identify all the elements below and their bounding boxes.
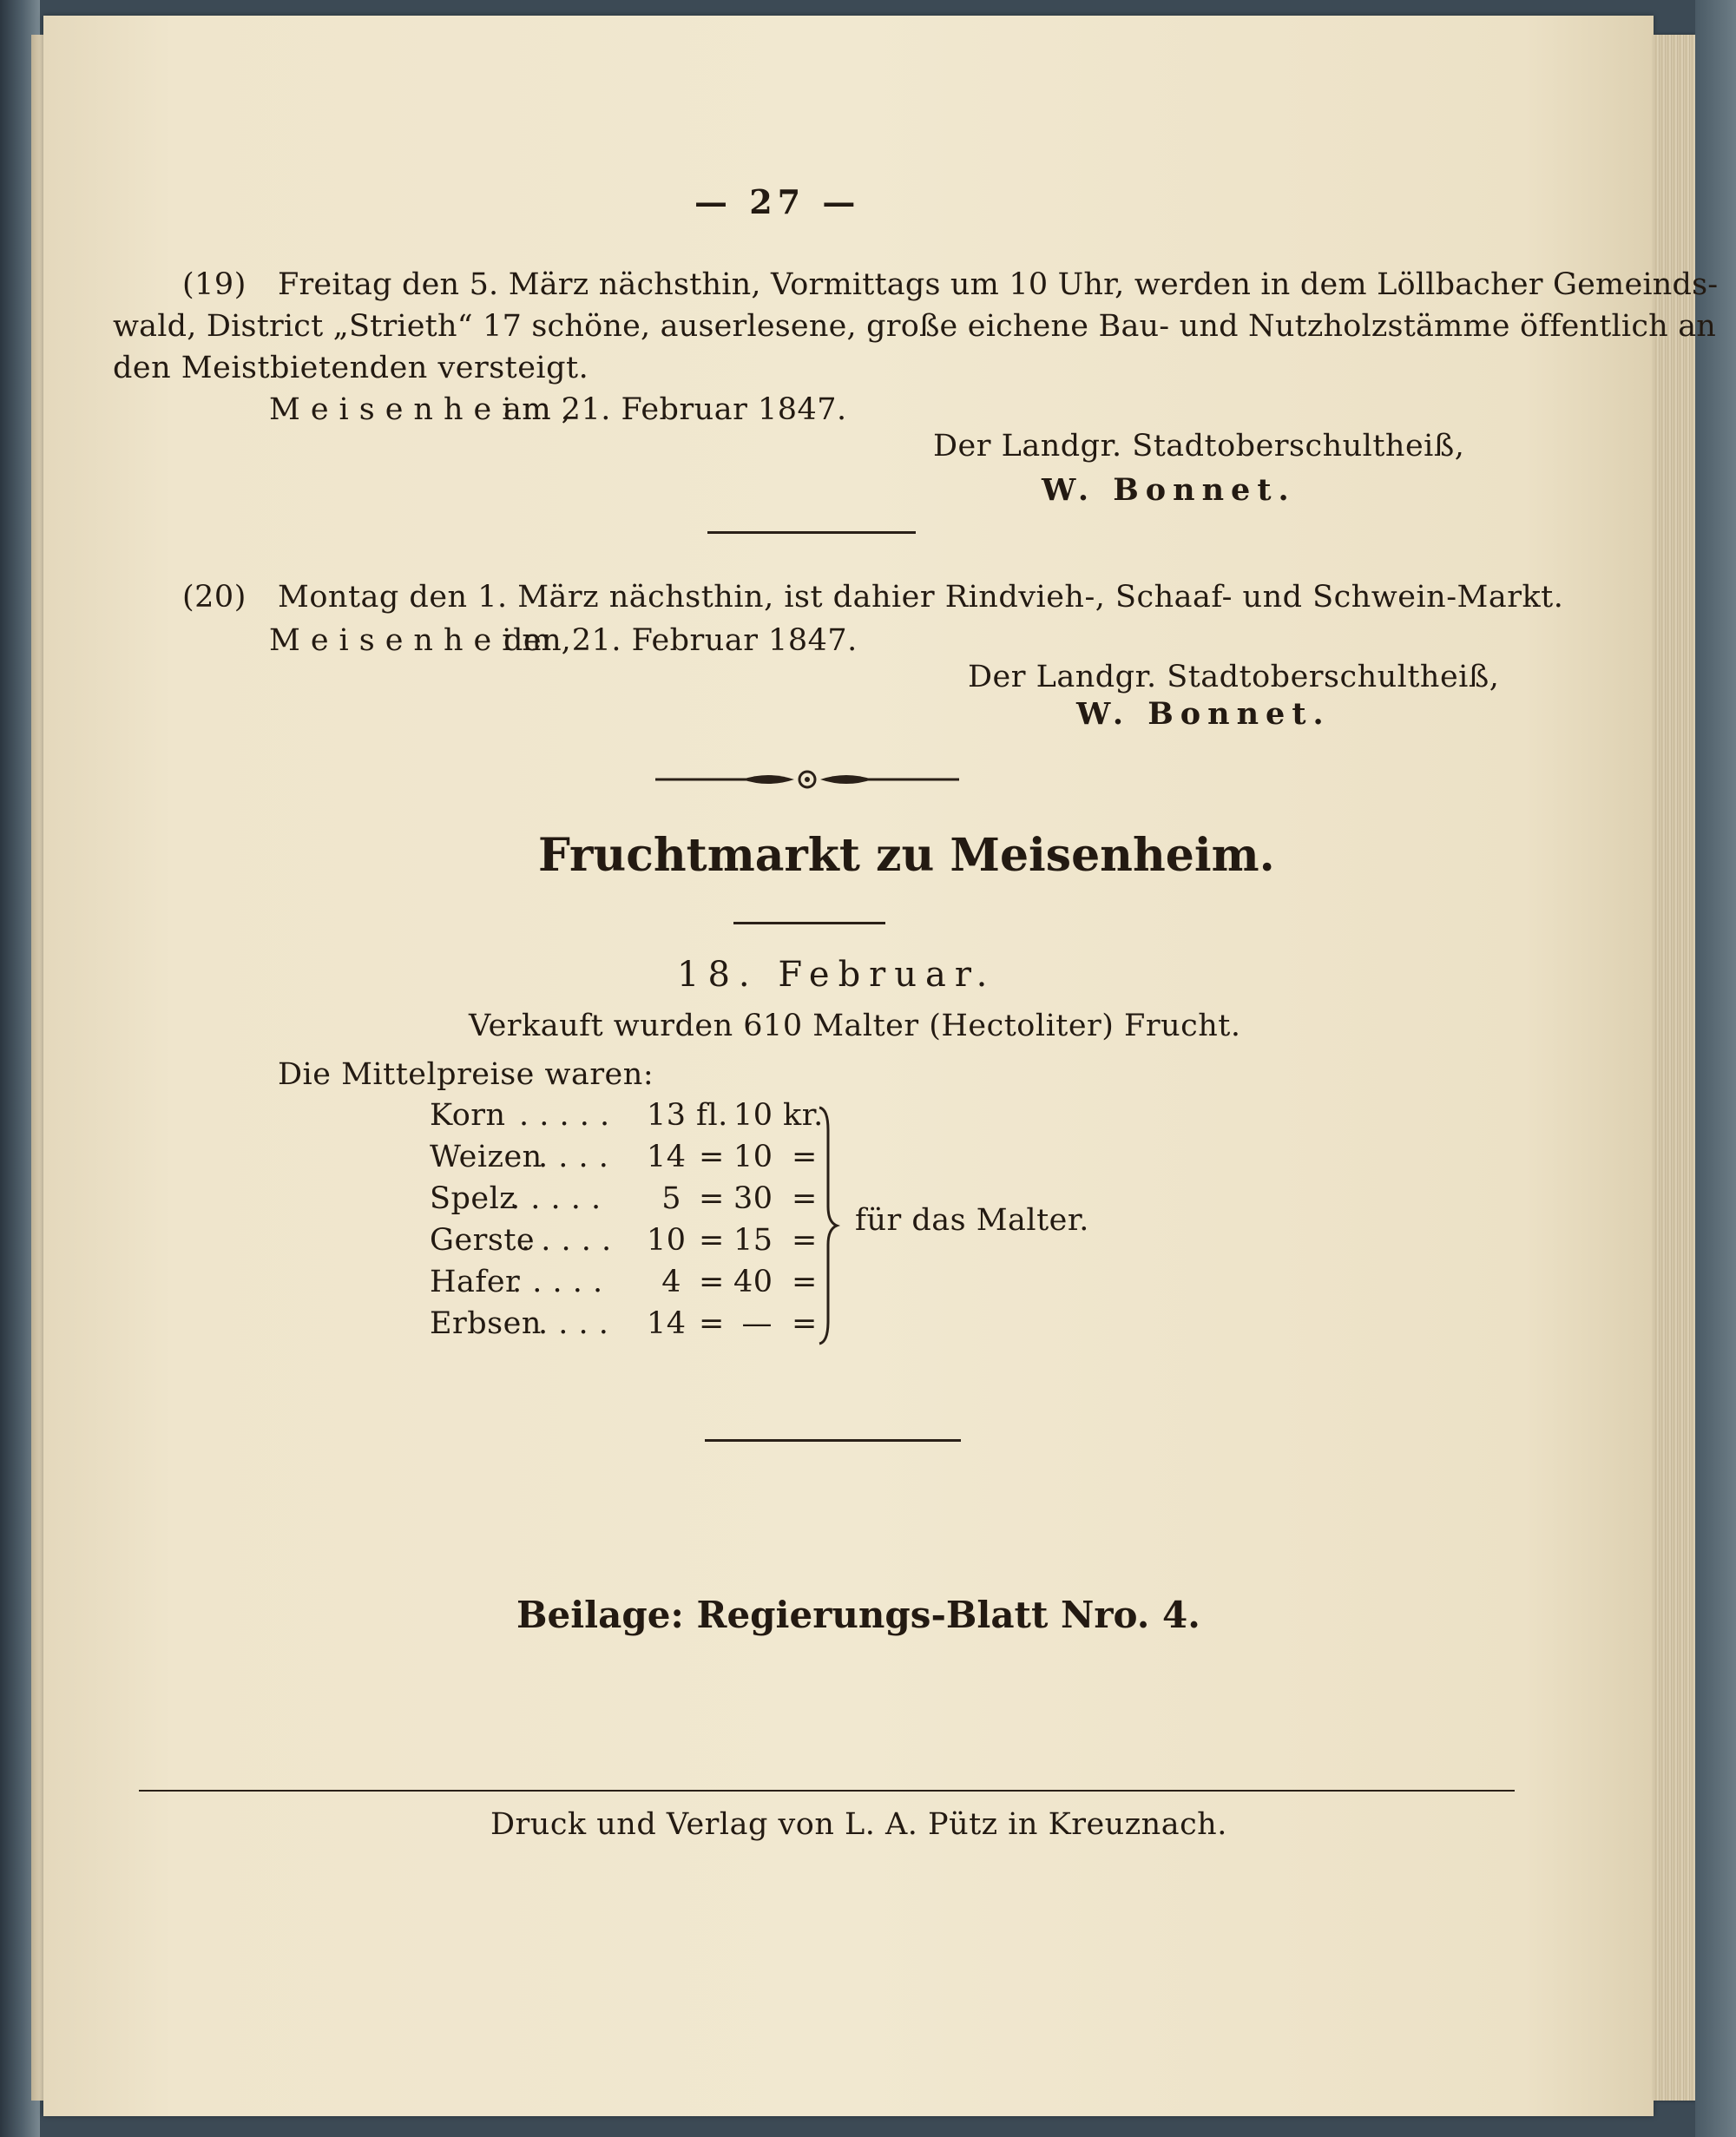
separator-rule [707,531,916,534]
price-kreuzer: 40 [733,1265,773,1299]
florin-unit: = [699,1223,725,1258]
grain-name: Gerste [430,1223,536,1258]
kreuzer-unit: kr. [783,1098,824,1133]
notice-19-number: (19) [182,267,247,302]
price-florin: 14 [647,1140,687,1174]
ornamental-divider [655,764,959,795]
leader-dots: . . . . [538,1306,609,1341]
page-stack-edge [1654,35,1695,2101]
kreuzer-unit: = [792,1306,818,1341]
kreuzer-unit: = [792,1140,818,1174]
notice-19-signer-name: W. Bonnet. [1042,472,1296,508]
notice-20-date: den 21. Februar 1847. [503,623,858,658]
florin-unit: = [699,1181,725,1216]
market-sold: Verkauft wurden 610 Malter (Hectoliter) Frucht. [469,1009,1241,1043]
notice-20-signer-name: W. Bonnet. [1076,696,1331,732]
price-kreuzer: 30 [733,1181,773,1216]
market-heading: Fruchtmarkt zu Meisenheim. [538,829,1275,882]
price-kreuzer: 10 [733,1140,773,1174]
price-florin: 14 [647,1306,687,1341]
page-number: — 27 — [694,182,861,221]
price-kreuzer: 15 [733,1223,773,1258]
notice-19-line-3: den Meistbietenden versteigt. [113,351,589,385]
grain-name: Korn [430,1098,506,1133]
separator-rule [705,1439,961,1442]
notice-19-date: am 21. Februar 1847. [503,392,847,427]
leader-dots: . . . . [538,1140,609,1174]
leader-dots: . . . . . [510,1181,602,1216]
price-kreuzer: — [741,1306,773,1341]
notice-19-line-2: wald, District „Strieth“ 17 schöne, auserlesene, große eichene Bau- und Nutzholzstämme öffentlich an [113,309,1717,344]
notice-19-place: Meisenheim, [269,392,582,427]
right-brace [816,1104,842,1347]
price-florin: 13 [647,1098,687,1133]
kreuzer-unit: = [792,1265,818,1299]
leader-dots: . . . . . [519,1098,610,1133]
notice-20-place: Meisenheim, [269,623,582,658]
market-intro: Die Mittelpreise waren: [278,1057,654,1092]
florin-unit: = [699,1306,725,1341]
price-florin: 4 [661,1265,681,1299]
footer-rule [139,1790,1515,1792]
florin-unit: = [699,1265,725,1299]
florin-unit: = [699,1140,725,1174]
grain-name: Weizen [430,1140,542,1174]
notice-20-number: (20) [182,580,247,615]
kreuzer-unit: = [792,1223,818,1258]
grain-name: Spelz [430,1181,516,1216]
florin-unit: fl. [696,1098,728,1133]
price-florin: 5 [661,1181,681,1216]
leader-dots: . . . . . [512,1265,603,1299]
per-unit-note: für das Malter. [855,1203,1089,1238]
notice-20-line-1: Montag den 1. März nächsthin, ist dahier Rindvieh-, Schaaf- und Schwein-Markt. [278,580,1564,615]
notice-19-signer-title: Der Landgr. Stadtoberschultheiß, [933,429,1465,464]
grain-name: Hafer [430,1265,521,1299]
kreuzer-unit: = [792,1181,818,1216]
supplement-note: Beilage: Regierungs-Blatt Nro. 4. [516,1594,1200,1636]
imprint: Druck und Verlag von L. A. Pütz in Kreuznach. [490,1807,1227,1842]
notice-20-signer-title: Der Landgr. Stadtoberschultheiß, [968,660,1500,694]
leader-dots: . . . . . [521,1223,612,1258]
notice-19-line-1: Freitag den 5. März nächsthin, Vormittags um 10 Uhr, werden in dem Löllbacher Gemeinds- [278,267,1719,302]
market-date: 18. Februar. [677,955,996,995]
heading-underline [733,922,885,924]
grain-name: Erbsen [430,1306,542,1341]
price-kreuzer: 10 [733,1098,773,1133]
price-florin: 10 [647,1223,687,1258]
